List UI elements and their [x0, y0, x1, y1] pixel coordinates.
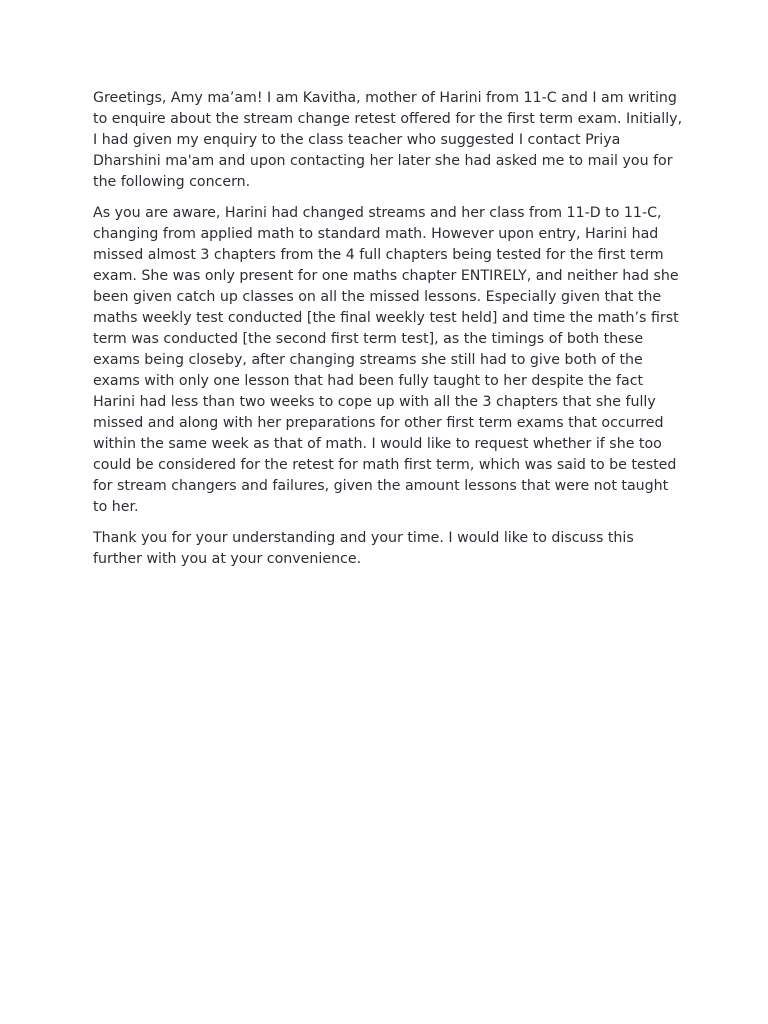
letter-body — [93, 88, 685, 580]
closing-paragraph: Thank you for your understanding and your time. I would like to discuss this further with you at your convenience. — [93, 530, 634, 567]
greeting-paragraph: Greetings, Amy ma’am! I am Kavitha, mother of Harini from 11-C and I am writing to enquire about the stream change retest offered for the first term exam. Initially, I had given my enquiry to the class teacher who suggested I contact Priya Dharshini ma'am and upon contacting her later she had asked me to mail you for the following concern. — [93, 90, 683, 190]
concern-paragraph: As you are aware, Harini had changed streams and her class from 11-D to 11-C, changing from applied math to standard math. However upon entry, Harini had missed almost 3 chapters from the 4 full chapters being tested for the first term exam. She was only present for one maths chapter ENTIRELY, and neither had she been given catch up classes on all the missed lessons. Especially given that the maths weekly test conducted [the final weekly test held] and time the math’s first term was conducted [the second first term test], as the timings of both these exams being closeby, after changing streams she still had to give both of the exams with only one lesson that had been fully taught to her despite the fact Harini had less than two weeks to cope up with all the 3 chapters that she fully missed and along with her preparations for other first term exams that occurred within the same week as that of math. I would like to request whether if she too could be considered for the retest for math first term, which was said to be tested for stream changers and failures, given the amount lessons that were not taught to her. — [93, 205, 679, 515]
